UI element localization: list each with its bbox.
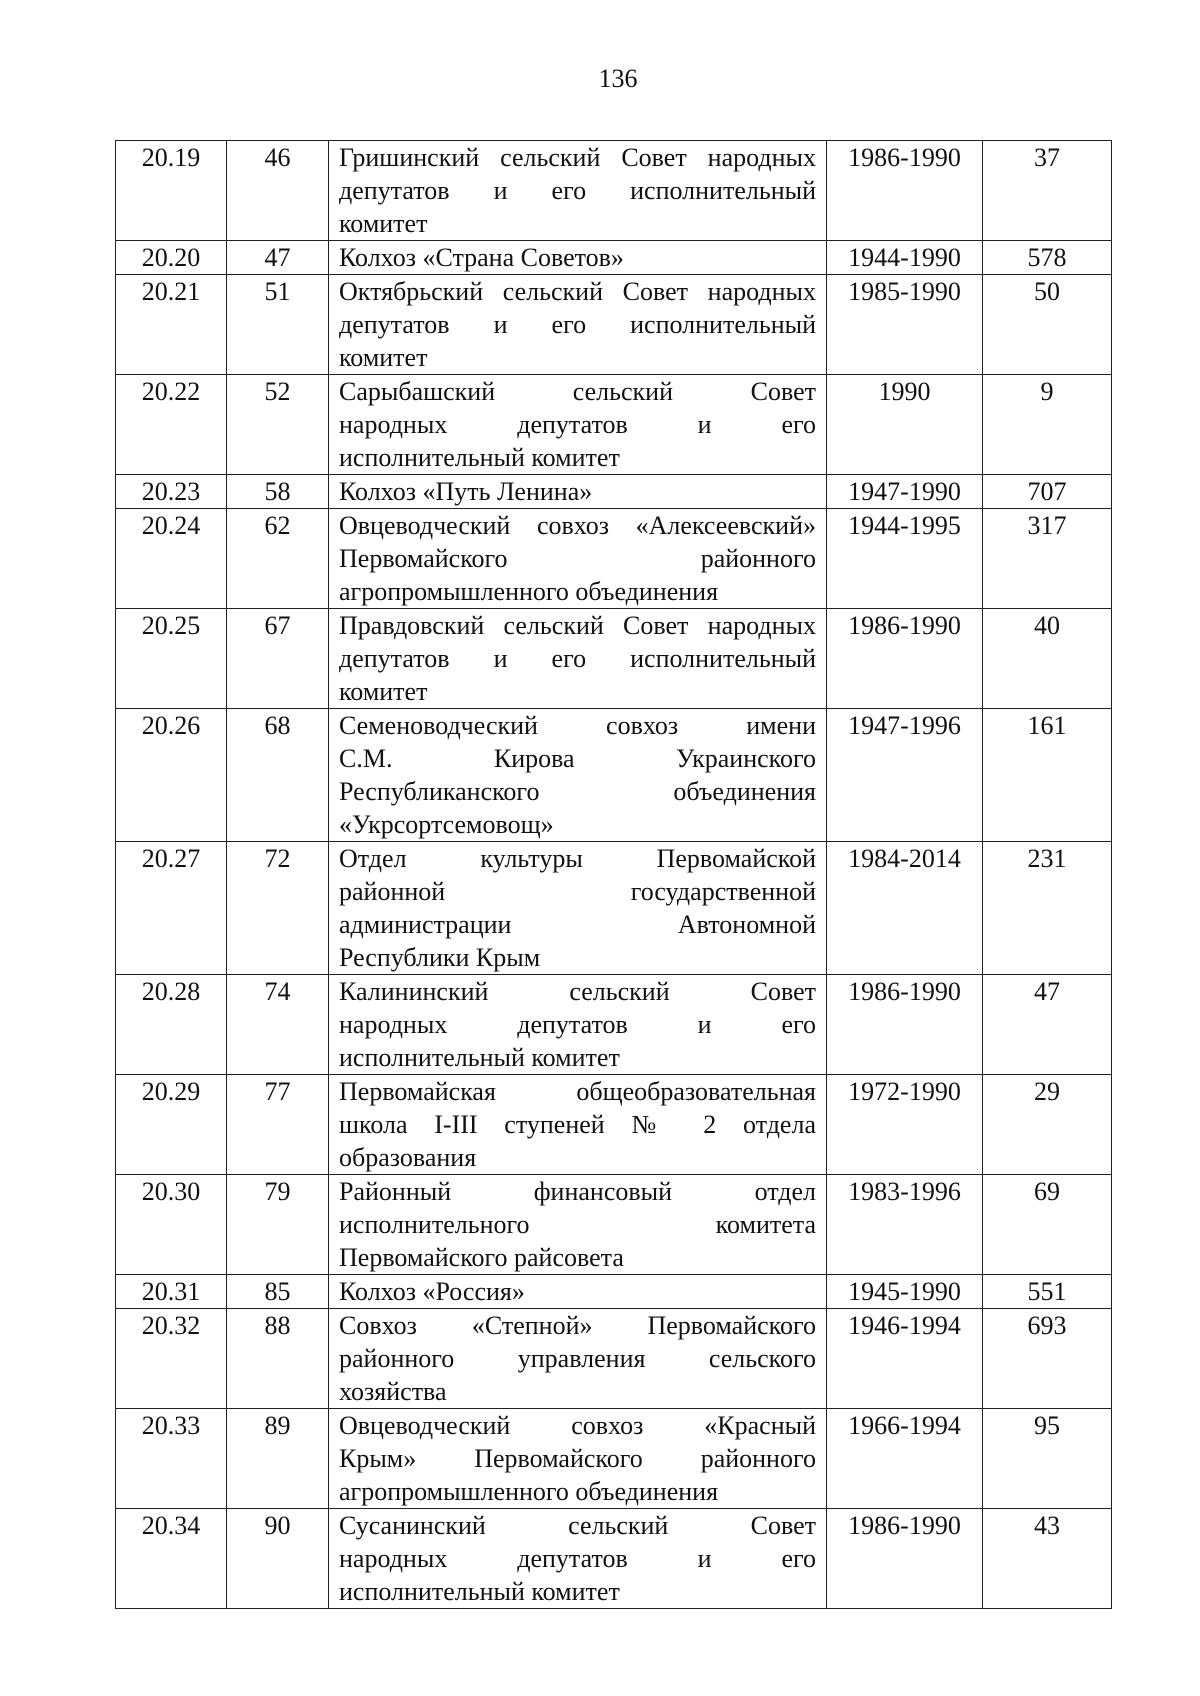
date-range: 1986-1990	[827, 141, 983, 241]
fund-name-line: Республики Крым	[339, 943, 541, 972]
fund-number: 46	[227, 141, 329, 241]
fund-name-line: депутатов и его исполнительный	[339, 176, 816, 205]
row-index: 20.20	[116, 241, 227, 275]
row-index: 20.33	[116, 1409, 227, 1509]
fund-name-line: комитет	[339, 677, 428, 706]
item-count: 95	[983, 1409, 1112, 1509]
fund-name	[329, 475, 827, 509]
fund-name-line: хозяйства	[339, 1377, 447, 1406]
table-row	[116, 975, 1112, 1075]
table-row	[116, 475, 1112, 509]
fund-number: 72	[227, 842, 329, 975]
fund-number: 52	[227, 375, 329, 475]
date-range: 1944-1995	[827, 509, 983, 609]
row-index: 20.31	[116, 1275, 227, 1309]
table-row	[116, 509, 1112, 609]
row-index: 20.24	[116, 509, 227, 609]
date-range: 1984-2014	[827, 842, 983, 975]
item-count: 43	[983, 1509, 1112, 1609]
fund-name-line: Колхоз «Путь Ленина»	[339, 477, 593, 506]
fund-name-line: Овцеводческий совхоз «Алексеевский»	[339, 511, 816, 540]
fund-name-line: администрации Автономной	[339, 910, 816, 939]
table-row	[116, 375, 1112, 475]
fund-name	[329, 842, 827, 975]
fund-name-line: Отдел культуры Первомайской	[339, 844, 816, 873]
fund-name-line: исполнительный комитет	[339, 1043, 620, 1072]
item-count: 231	[983, 842, 1112, 975]
fund-name-line: депутатов и его исполнительный	[339, 644, 816, 673]
fund-name-line: «Укрсортсемовощ»	[339, 810, 554, 839]
item-count: 69	[983, 1175, 1112, 1275]
table-row	[116, 241, 1112, 275]
fund-name	[329, 1075, 827, 1175]
table-row	[116, 1175, 1112, 1275]
date-range: 1985-1990	[827, 275, 983, 375]
fund-name-line: Первомайская общеобразовательная	[339, 1077, 816, 1106]
fund-name-line: Октябрьский сельский Совет народных	[339, 277, 816, 306]
fund-name-line: Республиканского объединения	[339, 777, 816, 806]
fund-number: 51	[227, 275, 329, 375]
fund-name-line: Гришинский сельский Совет народных	[339, 143, 816, 172]
table-row	[116, 275, 1112, 375]
fund-name-line: исполнительный комитет	[339, 443, 620, 472]
date-range: 1946-1994	[827, 1309, 983, 1409]
fund-name-line: Колхоз «Россия»	[339, 1277, 525, 1306]
fund-name	[329, 375, 827, 475]
fund-name-line: комитет	[339, 209, 428, 238]
item-count: 707	[983, 475, 1112, 509]
fund-name	[329, 709, 827, 842]
fund-number: 88	[227, 1309, 329, 1409]
row-index: 20.21	[116, 275, 227, 375]
date-range: 1966-1994	[827, 1409, 983, 1509]
date-range: 1945-1990	[827, 1275, 983, 1309]
fund-number: 89	[227, 1409, 329, 1509]
date-range: 1972-1990	[827, 1075, 983, 1175]
date-range: 1986-1990	[827, 609, 983, 709]
row-index: 20.34	[116, 1509, 227, 1609]
fund-name	[329, 509, 827, 609]
fund-number: 67	[227, 609, 329, 709]
table-row	[116, 1309, 1112, 1409]
fund-number: 47	[227, 241, 329, 275]
fund-number: 62	[227, 509, 329, 609]
table-row	[116, 609, 1112, 709]
row-index: 20.26	[116, 709, 227, 842]
table-row	[116, 1509, 1112, 1609]
fund-name	[329, 1309, 827, 1409]
item-count: 50	[983, 275, 1112, 375]
item-count: 578	[983, 241, 1112, 275]
fund-name-line: образования	[339, 1143, 477, 1172]
fund-name	[329, 141, 827, 241]
fund-name-line: школа I-III ступеней № 2 отдела	[339, 1110, 816, 1139]
fund-name	[329, 1409, 827, 1509]
fund-name-line: комитет	[339, 343, 428, 372]
fund-name-line: Сусанинский сельский Совет	[339, 1511, 816, 1540]
table-row	[116, 1275, 1112, 1309]
fund-name-line: народных депутатов и его	[339, 1544, 816, 1573]
date-range: 1990	[827, 375, 983, 475]
row-index: 20.25	[116, 609, 227, 709]
table-row	[116, 709, 1112, 842]
fund-number: 85	[227, 1275, 329, 1309]
fund-name	[329, 241, 827, 275]
row-index: 20.19	[116, 141, 227, 241]
fund-name-line: агропромышленного объединения	[339, 577, 719, 606]
table-row	[116, 1075, 1112, 1175]
row-index: 20.28	[116, 975, 227, 1075]
date-range: 1947-1996	[827, 709, 983, 842]
item-count: 161	[983, 709, 1112, 842]
fund-name-line: Правдовский сельский Совет народных	[339, 611, 816, 640]
date-range: 1986-1990	[827, 1509, 983, 1609]
row-index: 20.27	[116, 842, 227, 975]
item-count: 29	[983, 1075, 1112, 1175]
fund-number: 79	[227, 1175, 329, 1275]
fund-name-line: народных депутатов и его	[339, 1010, 816, 1039]
fund-name-line: Первомайского районного	[339, 544, 816, 573]
fund-name-line: Районный финансовый отдел	[339, 1177, 816, 1206]
item-count: 317	[983, 509, 1112, 609]
fund-number: 90	[227, 1509, 329, 1609]
fund-name-line: Крым» Первомайского районного	[339, 1444, 816, 1473]
fund-name-line: Калининский сельский Совет	[339, 977, 816, 1006]
fund-number: 77	[227, 1075, 329, 1175]
fund-name-line: депутатов и его исполнительный	[339, 310, 816, 339]
fund-number: 58	[227, 475, 329, 509]
fund-number: 68	[227, 709, 329, 842]
date-range: 1983-1996	[827, 1175, 983, 1275]
records-body	[116, 141, 1112, 1609]
table-row	[116, 141, 1112, 241]
item-count: 40	[983, 609, 1112, 709]
date-range: 1986-1990	[827, 975, 983, 1075]
fund-name-line: Семеноводческий совхоз имени	[339, 711, 816, 740]
fund-name-line: Колхоз «Страна Советов»	[339, 243, 624, 272]
fund-name-line: районной государственной	[339, 877, 816, 906]
records-table	[115, 140, 1112, 1609]
date-range: 1944-1990	[827, 241, 983, 275]
fund-name	[329, 275, 827, 375]
fund-name	[329, 609, 827, 709]
item-count: 37	[983, 141, 1112, 241]
row-index: 20.29	[116, 1075, 227, 1175]
fund-name-line: Первомайского райсовета	[339, 1243, 624, 1272]
fund-name-line: районного управления сельского	[339, 1344, 816, 1373]
fund-name	[329, 1509, 827, 1609]
item-count: 47	[983, 975, 1112, 1075]
fund-name	[329, 1275, 827, 1309]
item-count: 9	[983, 375, 1112, 475]
fund-name-line: Овцеводческий совхоз «Красный	[339, 1411, 816, 1440]
fund-name-line: Совхоз «Степной» Первомайского	[339, 1311, 816, 1340]
fund-number: 74	[227, 975, 329, 1075]
date-range: 1947-1990	[827, 475, 983, 509]
fund-name-line: Сарыбашский сельский Совет	[339, 377, 816, 406]
row-index: 20.23	[116, 475, 227, 509]
fund-name-line: исполнительный комитет	[339, 1577, 620, 1606]
fund-name-line: народных депутатов и его	[339, 410, 816, 439]
row-index: 20.30	[116, 1175, 227, 1275]
fund-name-line: агропромышленного объединения	[339, 1477, 719, 1506]
fund-name-line: исполнительного комитета	[339, 1210, 816, 1239]
table-row	[116, 1409, 1112, 1509]
fund-name-line: С.М. Кирова Украинского	[339, 744, 816, 773]
row-index: 20.32	[116, 1309, 227, 1409]
page-number: 136	[598, 64, 638, 93]
item-count: 551	[983, 1275, 1112, 1309]
table-row	[116, 842, 1112, 975]
row-index: 20.22	[116, 375, 227, 475]
item-count: 693	[983, 1309, 1112, 1409]
fund-name	[329, 975, 827, 1075]
fund-name	[329, 1175, 827, 1275]
